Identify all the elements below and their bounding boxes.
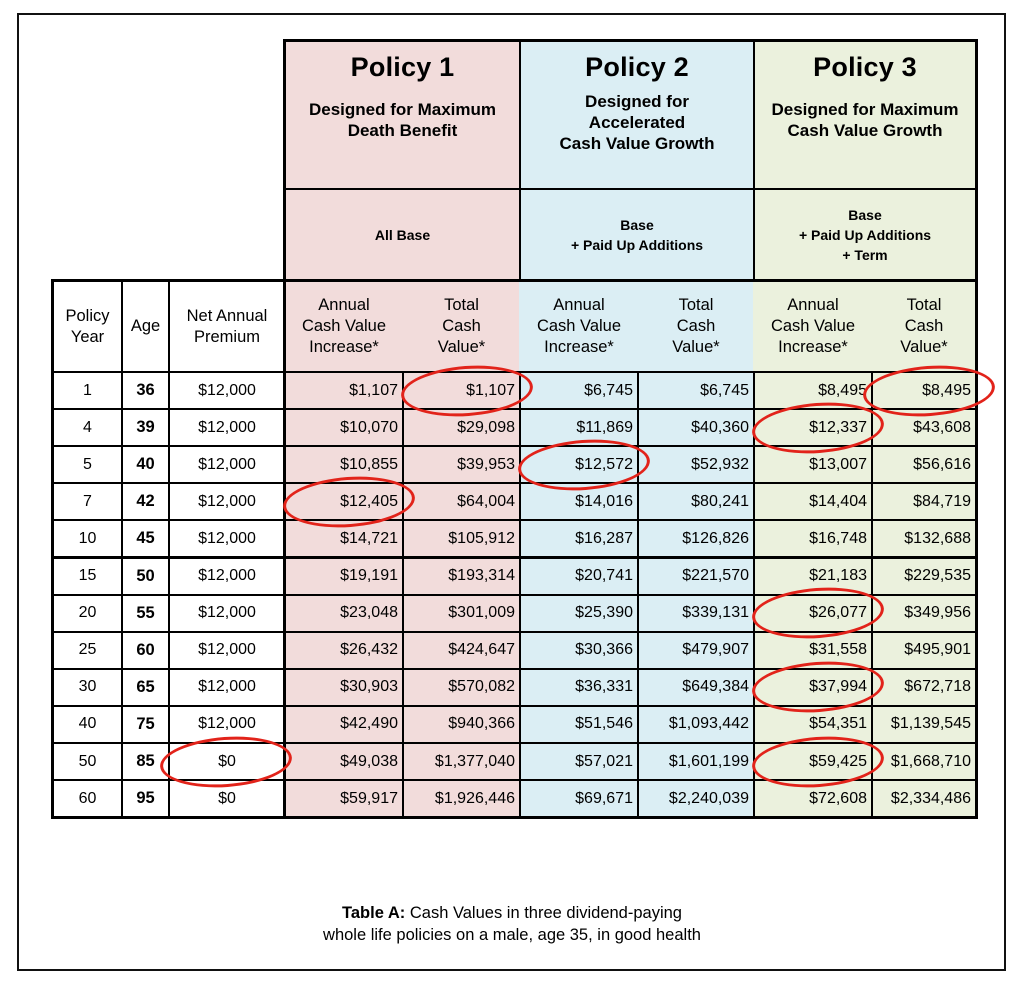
policy-2-description-line: Cash Value Growth (559, 134, 715, 153)
table-cell-r2-c3: $12,000 (168, 408, 286, 447)
table-cell-r6-c4: $19,191 (284, 557, 404, 596)
header-policy-3-total-value-line: Value* (900, 338, 948, 356)
table-cell-r10-c9: $1,139,545 (871, 705, 977, 744)
header-policy-1-annual-increase-line: Increase* (309, 338, 379, 356)
table-cell-r11-c4: $49,038 (284, 742, 404, 781)
table-cell-r11-c2: 85 (121, 742, 170, 781)
table-cell-r9-c3: $12,000 (168, 668, 286, 707)
policy-1-description-line: Death Benefit (347, 121, 458, 140)
table-cell-r6-c7: $221,570 (637, 557, 755, 596)
table-cell-r5-c9: $132,688 (871, 519, 977, 558)
table-cell-r7-c9: $349,956 (871, 594, 977, 633)
policy-2-description-line: Accelerated (588, 113, 686, 132)
header-policy-1-annual-increase-line: Annual (318, 296, 370, 314)
table-cell-r7-c2: 55 (121, 594, 170, 633)
header-policy-2-total-value-line: Cash (676, 317, 716, 335)
table-cell-r2-c4: $10,070 (284, 408, 404, 447)
header-policy-1-annual-increase (284, 280, 404, 373)
table-cell-r7-c3: $12,000 (168, 594, 286, 633)
table-cell-r2-c9: $43,608 (871, 408, 977, 447)
table-cell-r3-c5: $39,953 (402, 445, 521, 484)
table-cell-r6-c2: 50 (121, 557, 170, 596)
policy-3-description-line: Cash Value Growth (787, 121, 943, 140)
table-cell-r4-c6: $14,016 (519, 482, 639, 521)
table-cell-r1-c8: $8,495 (753, 371, 873, 410)
table-cell-r9-c8: $37,994 (753, 668, 873, 707)
table-cell-r11-c9: $1,668,710 (871, 742, 977, 781)
policy-1-configuration-line: All Base (374, 227, 431, 243)
table-cell-r4-c4: $12,405 (284, 482, 404, 521)
table-cell-r8-c4: $26,432 (284, 631, 404, 670)
table-cell-r6-c3: $12,000 (168, 557, 286, 596)
header-policy-2-total-value-line: Total (678, 296, 714, 314)
table-cell-r1-c1: 1 (52, 371, 123, 410)
table-cell-r1-c2: 36 (121, 371, 170, 410)
table-cell-r2-c5: $29,098 (402, 408, 521, 447)
table-cell-r9-c7: $649,384 (637, 668, 755, 707)
table-cell-r10-c2: 75 (121, 705, 170, 744)
policy-3-header (753, 40, 977, 190)
table-cell-r12-c5: $1,926,446 (402, 779, 521, 818)
header-policy-1-total-value (402, 280, 521, 373)
header-policy-3-annual-increase-line: Cash Value (770, 317, 856, 335)
table-cell-r2-c1: 4 (52, 408, 123, 447)
policy-3-configuration-line: + Term (842, 247, 888, 263)
table-cell-r10-c5: $940,366 (402, 705, 521, 744)
table-cell-r2-c6: $11,869 (519, 408, 639, 447)
table-cell-r6-c6: $20,741 (519, 557, 639, 596)
table-cell-r8-c2: 60 (121, 631, 170, 670)
table-cell-r10-c6: $51,546 (519, 705, 639, 744)
policy-3-title: Policy 3 (813, 52, 917, 82)
policy-1-configuration (284, 188, 521, 282)
table-cell-r11-c1: 50 (52, 742, 123, 781)
table-cell-r7-c7: $339,131 (637, 594, 755, 633)
header-policy-3-total-value (871, 280, 977, 373)
table-cell-r10-c3: $12,000 (168, 705, 286, 744)
table-cell-r11-c5: $1,377,040 (402, 742, 521, 781)
table-cell-r3-c7: $52,932 (637, 445, 755, 484)
table-cell-r7-c8: $26,077 (753, 594, 873, 633)
table-cell-r12-c6: $69,671 (519, 779, 639, 818)
table-cell-r5-c7: $126,826 (637, 519, 755, 558)
header-net-annual-premium-line: Premium (193, 327, 260, 346)
table-cell-r9-c1: 30 (52, 668, 123, 707)
table-cell-r5-c5: $105,912 (402, 519, 521, 558)
table-cell-r10-c1: 40 (52, 705, 123, 744)
table-cell-r11-c3: $0 (168, 742, 286, 781)
header-policy-1-total-value-line: Value* (437, 338, 486, 356)
table-cell-r11-c7: $1,601,199 (637, 742, 755, 781)
policy-2-configuration-line: Base (620, 217, 654, 233)
header-policy-2-annual-increase-line: Annual (553, 296, 605, 314)
header-policy-2-annual-increase-line: Cash Value (536, 317, 622, 335)
table-cell-r5-c8: $16,748 (753, 519, 873, 558)
table-cell-r6-c8: $21,183 (753, 557, 873, 596)
table-cell-r3-c9: $56,616 (871, 445, 977, 484)
policy-2-configuration-line: + Paid Up Additions (570, 237, 704, 253)
table-cell-r5-c1: 10 (52, 519, 123, 558)
policy-2-title: Policy 2 (585, 52, 689, 82)
table-cell-r8-c3: $12,000 (168, 631, 286, 670)
table-cell-r1-c9: $8,495 (871, 371, 977, 410)
table-cell-r3-c1: 5 (52, 445, 123, 484)
table-cell-r8-c6: $30,366 (519, 631, 639, 670)
header-policy-3-total-value-line: Cash (904, 317, 944, 335)
table-cell-r9-c6: $36,331 (519, 668, 639, 707)
table-cell-r12-c8: $72,608 (753, 779, 873, 818)
table-cell-r10-c7: $1,093,442 (637, 705, 755, 744)
header-policy-year-line: Year (70, 327, 105, 346)
policy-3-configuration-line: Base (848, 207, 882, 223)
table-cell-r2-c7: $40,360 (637, 408, 755, 447)
policy-1-title: Policy 1 (350, 52, 455, 82)
policy-3-configuration (753, 188, 977, 282)
table-cell-r8-c9: $495,901 (871, 631, 977, 670)
table-cell-r2-c2: 39 (121, 408, 170, 447)
table-cell-r12-c7: $2,240,039 (637, 779, 755, 818)
header-age-line: Age (130, 317, 161, 335)
header-policy-1-total-value-line: Cash (442, 317, 481, 335)
table-cell-r8-c7: $479,907 (637, 631, 755, 670)
table-cell-r4-c8: $14,404 (753, 482, 873, 521)
table-cell-r1-c6: $6,745 (519, 371, 639, 410)
table-cell-r1-c4: $1,107 (284, 371, 404, 410)
table-cell-r3-c8: $13,007 (753, 445, 873, 484)
table-cell-r3-c4: $10,855 (284, 445, 404, 484)
header-policy-3-annual-increase-line: Annual (787, 296, 839, 314)
table-cell-r3-c3: $12,000 (168, 445, 286, 484)
table-cell-r12-c2: 95 (121, 779, 170, 818)
table-cell-r4-c9: $84,719 (871, 482, 977, 521)
table-cell-r4-c3: $12,000 (168, 482, 286, 521)
policy-3-description-line: Designed for Maximum (771, 100, 959, 119)
header-policy-1-annual-increase-line: Cash Value (301, 317, 387, 335)
table-cell-r7-c4: $23,048 (284, 594, 404, 633)
table-cell-r2-c8: $12,337 (753, 408, 873, 447)
table-cell-r1-c7: $6,745 (637, 371, 755, 410)
table-cell-r3-c2: 40 (121, 445, 170, 484)
table-caption (0, 902, 1024, 946)
policy-3-configuration-line: + Paid Up Additions (798, 227, 932, 243)
table-cell-r12-c9: $2,334,486 (871, 779, 977, 818)
caption-text: Cash Values in three dividend-paying (409, 904, 682, 922)
table-cell-r8-c1: 25 (52, 631, 123, 670)
header-policy-year (52, 280, 123, 373)
policy-2-description-line: Designed for (585, 92, 689, 111)
header-age (121, 280, 170, 373)
header-policy-year-line: Policy (65, 306, 110, 325)
table-cell-r7-c5: $301,009 (402, 594, 521, 633)
table-cell-r11-c8: $59,425 (753, 742, 873, 781)
header-policy-2-total-value (637, 280, 755, 373)
header-net-annual-premium (168, 280, 286, 373)
table-cell-r11-c6: $57,021 (519, 742, 639, 781)
table-cell-r5-c2: 45 (121, 519, 170, 558)
policy-2-header (519, 40, 755, 190)
header-policy-2-total-value-line: Value* (672, 338, 720, 356)
table-cell-r3-c6: $12,572 (519, 445, 639, 484)
policy-2-configuration (519, 188, 755, 282)
table-cell-r6-c1: 15 (52, 557, 123, 596)
table-cell-r12-c1: 60 (52, 779, 123, 818)
table-cell-r9-c2: 65 (121, 668, 170, 707)
table-cell-r10-c4: $42,490 (284, 705, 404, 744)
table-cell-r7-c6: $25,390 (519, 594, 639, 633)
header-policy-3-total-value-line: Total (906, 296, 942, 314)
table-cell-r5-c3: $12,000 (168, 519, 286, 558)
table-cell-r4-c7: $80,241 (637, 482, 755, 521)
table-cell-r10-c8: $54,351 (753, 705, 873, 744)
table-cell-r5-c4: $14,721 (284, 519, 404, 558)
header-policy-2-annual-increase (519, 280, 639, 373)
table-cell-r9-c5: $570,082 (402, 668, 521, 707)
policy-1-description-line: Designed for Maximum (308, 100, 497, 119)
table-cell-r9-c4: $30,903 (284, 668, 404, 707)
table-cell-r12-c4: $59,917 (284, 779, 404, 818)
caption-label: Table A: (342, 904, 406, 922)
table-cell-r4-c5: $64,004 (402, 482, 521, 521)
table-cell-r8-c5: $424,647 (402, 631, 521, 670)
table-cell-r9-c9: $672,718 (871, 668, 977, 707)
table-cell-r1-c5: $1,107 (402, 371, 521, 410)
table-cell-r7-c1: 20 (52, 594, 123, 633)
table-cell-r4-c2: 42 (121, 482, 170, 521)
table-cell-r12-c3: $0 (168, 779, 286, 818)
table-cell-r1-c3: $12,000 (168, 371, 286, 410)
table-cell-r8-c8: $31,558 (753, 631, 873, 670)
header-policy-2-annual-increase-line: Increase* (544, 338, 614, 356)
policy-1-header (284, 40, 521, 190)
header-net-annual-premium-line: Net Annual (186, 306, 268, 325)
table-cell-r5-c6: $16,287 (519, 519, 639, 558)
table-cell-r6-c9: $229,535 (871, 557, 977, 596)
table-cell-r4-c1: 7 (52, 482, 123, 521)
table-cell-r6-c5: $193,314 (402, 557, 521, 596)
caption-line2: whole life policies on a male, age 35, in good health (323, 926, 701, 944)
header-policy-1-total-value-line: Total (444, 296, 479, 314)
header-policy-3-annual-increase (753, 280, 873, 373)
header-policy-3-annual-increase-line: Increase* (778, 338, 848, 356)
